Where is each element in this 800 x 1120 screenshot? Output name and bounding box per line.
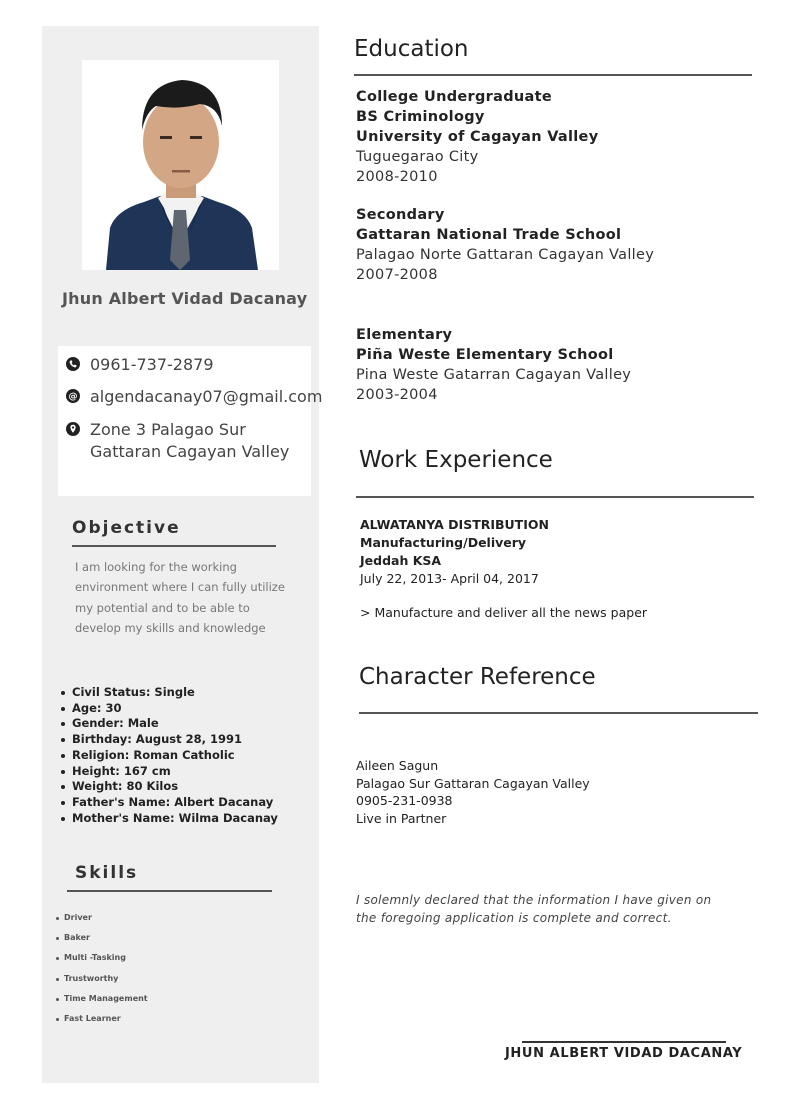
svg-text:@: @ bbox=[68, 392, 78, 403]
list-item: Age: 30 bbox=[60, 701, 278, 717]
edu-location: Pina Weste Gatarran Cagayan Valley bbox=[356, 367, 632, 383]
list-item: Religion: Roman Catholic bbox=[60, 748, 278, 764]
email-icon bbox=[66, 389, 80, 403]
list-item: Time Management bbox=[56, 989, 148, 1009]
education-entry-elementary bbox=[356, 325, 631, 405]
edu-location: Palagao Norte Gattaran Cagayan Valley bbox=[356, 247, 655, 263]
work-duty: > Manufacture and deliver all the news paper bbox=[360, 605, 648, 620]
list-item: Mother's Name: Wilma Dacanay bbox=[60, 811, 278, 827]
contact-address bbox=[90, 419, 289, 463]
edu-years: 2007-2008 bbox=[356, 267, 438, 283]
skills-list bbox=[56, 908, 148, 1029]
list-item: Driver bbox=[56, 908, 148, 928]
work-divider bbox=[356, 496, 754, 498]
reference-entry bbox=[356, 757, 590, 827]
reference-heading: Character Reference bbox=[359, 664, 596, 690]
work-location: Jeddah KSA bbox=[360, 553, 442, 568]
declaration-line-1: I solemnly declared that the information I have given on bbox=[356, 893, 712, 907]
declaration-line-2: the foregoing application is complete and correct. bbox=[356, 910, 672, 925]
education-entry-secondary bbox=[356, 205, 654, 285]
contact-phone[interactable]: 0961-737-2879 bbox=[90, 355, 214, 374]
location-pin-icon bbox=[66, 422, 80, 436]
list-item: Height: 167 cm bbox=[60, 764, 278, 780]
list-item: Baker bbox=[56, 928, 148, 948]
edu-level: Secondary bbox=[356, 207, 445, 223]
person-silhouette bbox=[82, 60, 279, 270]
list-item: Fast Learner bbox=[56, 1009, 148, 1029]
edu-location: Tuguegarao City bbox=[356, 149, 479, 165]
contact-email-row bbox=[66, 386, 322, 408]
edu-level: College Undergraduate bbox=[356, 89, 552, 105]
reference-address: Palagao Sur Gattaran Cagayan Valley bbox=[356, 775, 590, 791]
work-entry bbox=[360, 516, 647, 622]
contact-phone-row bbox=[66, 354, 214, 376]
skills-divider bbox=[67, 890, 272, 892]
contact-card bbox=[58, 346, 323, 496]
skills-heading: Skills bbox=[75, 863, 139, 883]
reference-name: Aileen Sagun bbox=[356, 758, 439, 773]
list-item: Father's Name: Albert Dacanay bbox=[60, 795, 278, 811]
education-heading: Education bbox=[354, 36, 469, 62]
reference-relation: Live in Partner bbox=[356, 810, 447, 826]
address-line-1: Zone 3 Palagao Sur bbox=[90, 420, 246, 439]
list-item: Trustworthy bbox=[56, 969, 148, 989]
objective-text bbox=[75, 557, 310, 638]
objective-line: develop my skills and knowledge bbox=[75, 620, 266, 635]
objective-heading: Objective bbox=[72, 518, 181, 538]
edu-school: Piña Weste Elementary School bbox=[356, 347, 614, 363]
profile-name: Jhun Albert Vidad Dacanay bbox=[62, 289, 308, 308]
phone-icon bbox=[66, 357, 80, 371]
contact-address-row bbox=[66, 419, 289, 463]
edu-level: Elementary bbox=[356, 327, 453, 343]
objective-divider bbox=[72, 545, 276, 547]
edu-years: 2008-2010 bbox=[356, 169, 438, 185]
list-item: Civil Status: Single bbox=[60, 685, 278, 701]
education-divider bbox=[354, 74, 752, 76]
objective-line: environment where I can fully utilize bbox=[75, 580, 285, 595]
list-item: Gender: Male bbox=[60, 716, 278, 732]
signature-line bbox=[522, 1041, 726, 1043]
profile-photo bbox=[82, 60, 279, 270]
reference-phone: 0905-231-0938 bbox=[356, 793, 453, 808]
edu-school: Gattaran National Trade School bbox=[356, 227, 622, 243]
work-heading: Work Experience bbox=[359, 447, 553, 473]
edu-years: 2003-2004 bbox=[356, 387, 438, 403]
list-item: Birthday: August 28, 1991 bbox=[60, 732, 278, 748]
address-line-2: Gattaran Cagayan Valley bbox=[90, 442, 290, 461]
declaration bbox=[356, 892, 711, 927]
reference-divider bbox=[359, 712, 758, 714]
edu-school: University of Cagayan Valley bbox=[356, 129, 599, 145]
edu-course: BS Criminology bbox=[356, 109, 485, 125]
work-role: Manufacturing/Delivery bbox=[360, 535, 527, 550]
personal-details-list bbox=[60, 685, 278, 826]
list-item: Weight: 80 Kilos bbox=[60, 779, 278, 795]
objective-line: I am looking for the working bbox=[75, 560, 237, 574]
work-company: ALWATANYA DISTRIBUTION bbox=[360, 517, 549, 532]
education-entry-college bbox=[356, 87, 598, 187]
work-dates: July 22, 2013- April 04, 2017 bbox=[360, 571, 539, 586]
objective-line: my potential and to be able to bbox=[75, 600, 250, 615]
contact-email[interactable]: algendacanay07@gmail.com bbox=[90, 387, 323, 406]
list-item: Multi -Tasking bbox=[56, 948, 148, 968]
signature-name: JHUN ALBERT VIDAD DACANAY bbox=[505, 1046, 743, 1061]
